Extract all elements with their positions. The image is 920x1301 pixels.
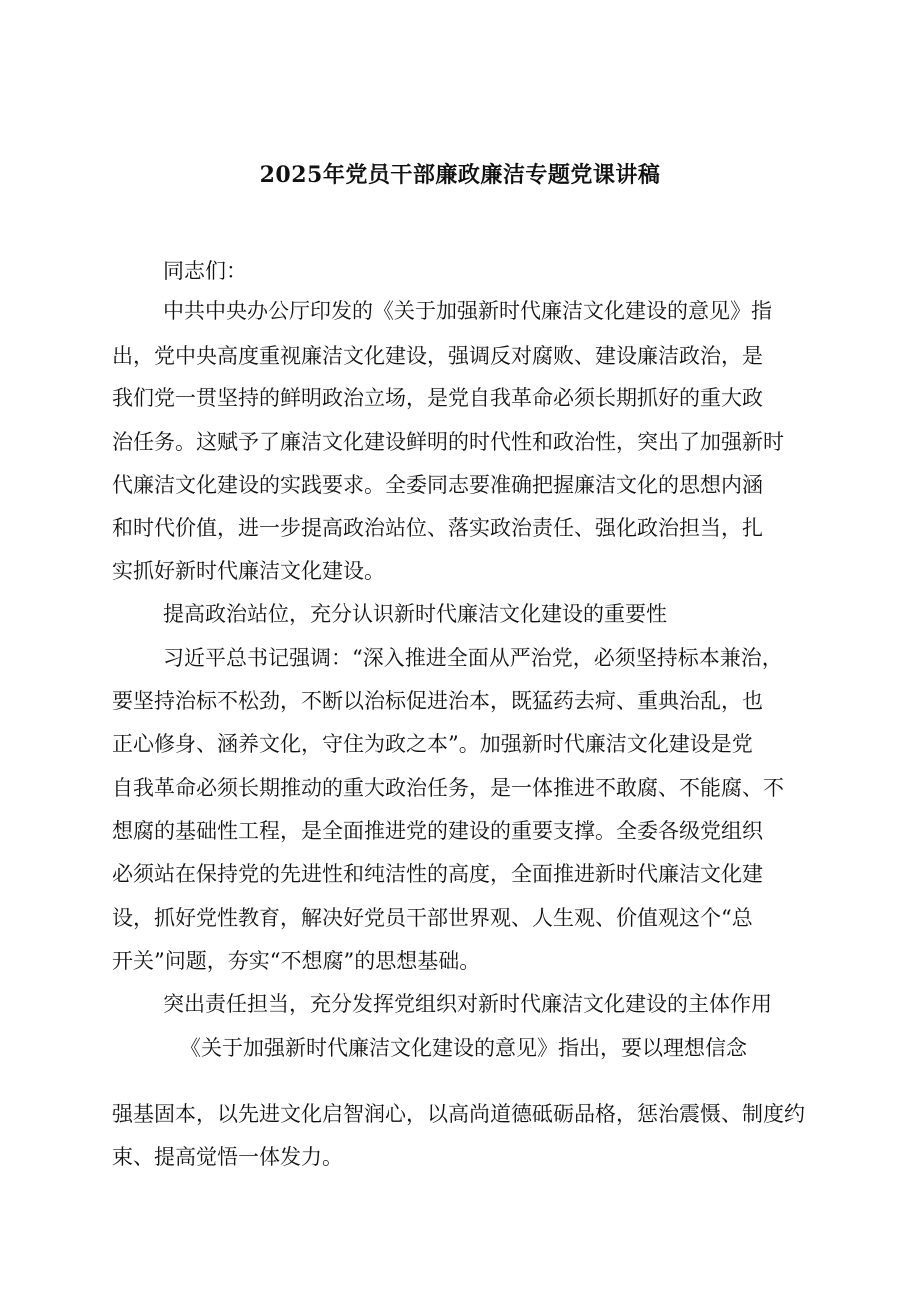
- paragraph-line: 强基固本，以先进文化启智润心，以高尚道德砥砺品格，惩治震慑、制度约: [112, 1102, 805, 1126]
- document-title: 2025年党员干部廉政廉洁专题党课讲稿: [259, 162, 661, 188]
- paragraph-line: 治任务。这赋予了廉洁文化建设鲜明的时代性和政治性，突出了加强新时: [112, 430, 784, 454]
- salutation: 同志们：: [163, 259, 247, 283]
- paragraph-line: 正心修身、涵养文化，守住为政之本”。加强新时代廉洁文化建设是党: [112, 732, 753, 756]
- paragraph-line: 必须站在保持党的先进性和纯洁性的高度，全面推进新时代廉洁文化建: [112, 862, 763, 886]
- paragraph-line: 束、提高觉悟一体发力。: [112, 1145, 343, 1169]
- paragraph-line: 习近平总书记强调：“深入推进全面从严治党，必须坚持标本兼治，: [163, 646, 783, 670]
- paragraph-line: 《关于加强新时代廉洁文化建设的意见》指出，要以理想信念: [180, 1036, 747, 1060]
- paragraph-line: 开关”问题，夯实“不想腐”的思想基础。: [112, 949, 481, 973]
- section-heading: 突出责任担当，充分发挥党组织对新时代廉洁文化建设的主体作用: [163, 992, 772, 1016]
- paragraph-line: 自我革命必须长期推动的重大政治任务，是一体推进不敢腐、不能腐、不: [112, 776, 784, 800]
- paragraph-line: 和时代价值，进一步提高政治站位、落实政治责任、强化政治担当，扎: [112, 516, 763, 540]
- paragraph-line: 设，抓好党性教育，解决好党员干部世界观、人生观、价值观这个“总: [112, 906, 753, 930]
- paragraph-line: 要坚持治标不松劲，不断以治标促进治本，既猛药去疴、重典治乱，也: [112, 689, 763, 713]
- paragraph-line: 中共中央办公厅印发的《关于加强新时代廉洁文化建设的意见》指: [163, 299, 772, 323]
- paragraph-line: 出，党中央高度重视廉洁文化建设，强调反对腐败、建设廉洁政治，是: [112, 344, 763, 368]
- paragraph-line: 想腐的基础性工程，是全面推进党的建设的重要支撑。全委各级党组织: [112, 819, 763, 843]
- paragraph-line: 我们党一贯坚持的鲜明政治立场，是党自我革命必须长期抓好的重大政: [112, 386, 763, 410]
- paragraph-line: 代廉洁文化建设的实践要求。全委同志要准确把握廉洁文化的思想内涵: [112, 473, 763, 497]
- section-heading: 提高政治站位，充分认识新时代廉洁文化建设的重要性: [163, 602, 667, 626]
- paragraph-line: 实抓好新时代廉洁文化建设。: [112, 559, 385, 583]
